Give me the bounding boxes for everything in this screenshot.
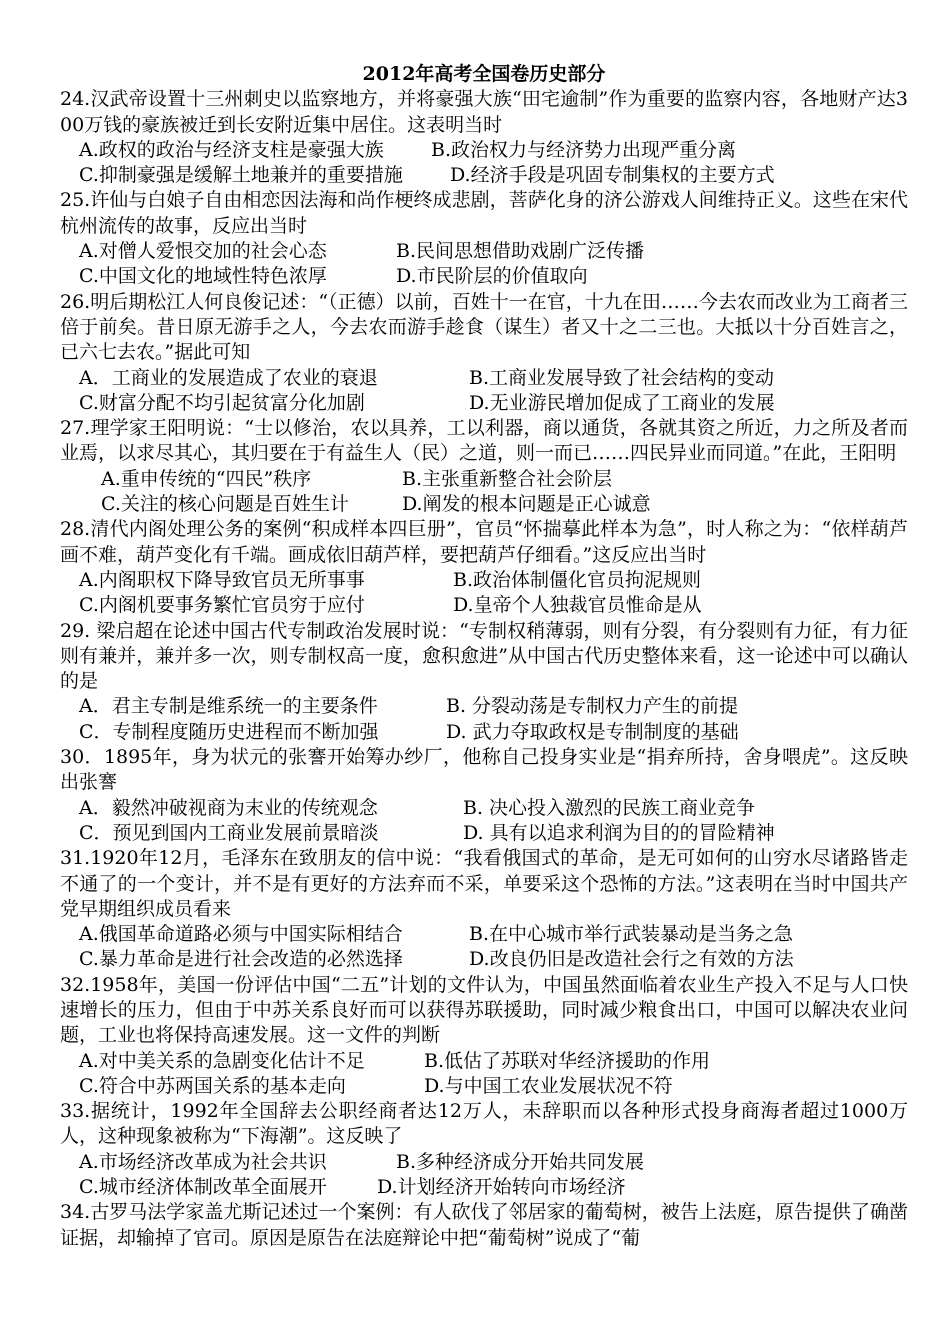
question-27-options-row-2 <box>60 492 908 517</box>
option-d: D.经济手段是巩固专制集权的主要方式 <box>450 164 775 187</box>
option-c: C.内阁机要事务繁忙官员穷于应付 <box>79 594 365 617</box>
option-d: D.改良仍旧是改造社会行之有效的方法 <box>469 948 794 971</box>
question-30-stem: 30．1895年，身为状元的张謇开始筹办纱厂，他称自己投身实业是“捐弃所持，舍身喂虎”。这反映出张謇 <box>60 746 908 794</box>
option-a: A．工商业的发展造成了农业的衰退 <box>79 366 378 389</box>
option-d: D.皇帝个人独裁官员惟命是从 <box>453 594 702 617</box>
option-a: A．君主专制是维系统一的主要条件 <box>79 695 378 718</box>
question-25-stem: 25.许仙与白娘子自由相恋因法海和尚作梗终成悲剧，菩萨化身的济公游戏人间维持正义。这些在宋代杭州流传的故事，反应出当时 <box>60 189 908 237</box>
option-a: A.对中美关系的急剧变化估计不足 <box>79 1049 365 1072</box>
question-31-options-row-1 <box>60 922 908 947</box>
question-31-options-row-2 <box>60 947 908 972</box>
option-d: D. 武力夺取政权是专制制度的基础 <box>446 720 739 743</box>
option-b: B.政治权力与经济势力出现严重分离 <box>431 138 737 161</box>
question-30-options-row-1 <box>60 796 908 821</box>
option-b: B.政治体制僵化官员拘泥规则 <box>453 568 702 591</box>
option-d: D.计划经济开始转向市场经济 <box>377 1176 626 1199</box>
question-33-options-row-1 <box>60 1150 908 1175</box>
option-c: C.城市经济体制改革全面展开 <box>79 1176 327 1199</box>
question-28-options-row-2 <box>60 593 908 618</box>
option-b: B.民间思想借助戏剧广泛传播 <box>396 240 645 263</box>
option-d: D.市民阶层的价值取向 <box>396 265 588 288</box>
question-26-options-row-2 <box>60 391 908 416</box>
question-28-options-row-1 <box>60 568 908 593</box>
question-24-stem: 24.汉武帝设置十三州刺史以监察地方，并将豪强大族“田宅逾制”作为重要的监察内容，各地财产达300万钱的豪族被迁到长安附近集中居住。这表明当时 <box>60 88 908 136</box>
option-d: D. 具有以追求利润为目的的冒险精神 <box>463 821 775 844</box>
question-32-stem: 32.1958年，美国一份评估中国“二五”计划的文件认为，中国虽然面临着农业生产投入不足与人口快速增长的压力，但由于中苏关系良好而可以获得苏联援助，同时减少粮食出口，中国可以解决农业问题，工业也将保持高速发展。这一文件的判断 <box>60 973 908 1047</box>
option-b: B.主张重新整合社会阶层 <box>402 467 613 490</box>
option-b: B.低估了苏联对华经济援助的作用 <box>424 1049 711 1072</box>
document-page <box>60 62 908 1251</box>
question-25-options-row-2 <box>60 264 908 289</box>
option-b: B.在中心城市举行武装暴动是当务之急 <box>469 923 794 946</box>
question-24-options-row-2 <box>60 163 908 188</box>
option-a: A．毅然冲破视商为末业的传统观念 <box>79 796 378 819</box>
option-d: D.阐发的根本问题是正心诚意 <box>402 493 651 516</box>
document-title: 2012年高考全国卷历史部分 <box>362 63 606 85</box>
question-27-stem: 27.理学家王阳明说：“士以修治，农以具养，工以利器，商以通货，各就其资之所近，力之所及者而业焉，以求尽其心，其归要在于有益生人（民）之道，则一而已……四民异业而同道。”在此，王阳明 <box>60 417 908 465</box>
option-d: D.无业游民增加促成了工商业的发展 <box>469 391 775 414</box>
option-c: C.符合中苏两国关系的基本走向 <box>79 1074 346 1097</box>
option-d: D.与中国工农业发展状况不符 <box>424 1074 673 1097</box>
option-c: C.暴力革命是进行社会改造的必然选择 <box>79 948 403 971</box>
option-c: C．预见到国内工商业发展前景暗淡 <box>79 821 379 844</box>
question-25-options-row-1 <box>60 239 908 264</box>
option-c: C.抑制豪强是缓解土地兼并的重要措施 <box>79 164 403 187</box>
option-a: A.内阁职权下降导致官员无所事事 <box>79 568 365 591</box>
question-33-options-row-2 <box>60 1175 908 1200</box>
option-c: C．专制程度随历史进程而不断加强 <box>79 720 379 743</box>
option-a: A.对僧人爱恨交加的社会心态 <box>79 240 327 263</box>
question-24-options-row-1 <box>60 138 908 163</box>
question-27-options-row-1 <box>60 467 908 492</box>
option-c: C.中国文化的地域性特色浓厚 <box>79 265 327 288</box>
question-26-options-row-1 <box>60 366 908 391</box>
question-29-options-row-2 <box>60 720 908 745</box>
option-c: C.财富分配不均引起贫富分化加剧 <box>79 391 365 414</box>
option-b: B.工商业发展导致了社会结构的变动 <box>469 366 775 389</box>
question-33-stem: 33.据统计，1992年全国辞去公职经商者达12万人，未辞职而以各种形式投身商海者超过1000万人，这种现象被称为“下海潮”。这反映了 <box>60 1100 908 1148</box>
option-a: A.重申传统的“四民”秩序 <box>101 467 312 490</box>
option-b: B. 决心投入激烈的民族工商业竞争 <box>463 796 756 819</box>
option-b: B.多种经济成分开始共同发展 <box>396 1150 645 1173</box>
option-a: A.俄国革命道路必须与中国实际相结合 <box>79 923 403 946</box>
question-29-stem: 29. 梁启超在论述中国古代专制政治发展时说：“专制权稍薄弱，则有分裂，有分裂则有力征，有力征则有兼并，兼并多一次，则专制权高一度，愈积愈进”从中国古代历史整体来看，这一论述中可以确认的是 <box>60 619 908 693</box>
question-32-options-row-2 <box>60 1074 908 1099</box>
question-31-stem: 31.1920年12月，毛泽东在致朋友的信中说：“我看俄国式的革命，是无可如何的山穷水尽诸路皆走不通了的一个变计，并不是有更好的方法弃而不采，单要采这个恐怖的方法。”这表明在当时中国共产党早期组织成员看来 <box>60 847 908 920</box>
option-a: A.政权的政治与经济支柱是豪强大族 <box>79 138 384 161</box>
option-c: C.关注的核心问题是百姓生计 <box>101 493 349 516</box>
question-30-options-row-2 <box>60 821 908 846</box>
question-29-options-row-1 <box>60 694 908 719</box>
question-34-stem: 34.古罗马法学家盖尤斯记述过一个案例：有人砍伐了邻居家的葡萄树，被告上法庭，原告提供了确凿证据，却输掉了官司。原因是原告在法庭辩论中把“葡萄树”说成了“葡 <box>60 1201 908 1249</box>
option-b: B. 分裂动荡是专制权力产生的前提 <box>446 695 739 718</box>
question-26-stem: 26.明后期松江人何良俊记述：“（正德）以前，百姓十一在官，十九在田……今去农而改业为工商者三倍于前矣。昔日原无游手之人，今去农而游手趁食（谋生）者又十之二三也。大抵以十分百姓言之，已六七去农。”据此可知 <box>60 290 908 364</box>
question-32-options-row-1 <box>60 1049 908 1074</box>
question-28-stem: 28.清代内阁处理公务的案例“积成样本四巨册”，官员“怀揣摹此样本为急”，时人称之为：“依样葫芦画不难，葫芦变化有千端。画成依旧葫芦样，要把葫芦仔细看。”这反应出当时 <box>60 518 908 566</box>
option-a: A.市场经济改革成为社会共识 <box>79 1150 327 1173</box>
